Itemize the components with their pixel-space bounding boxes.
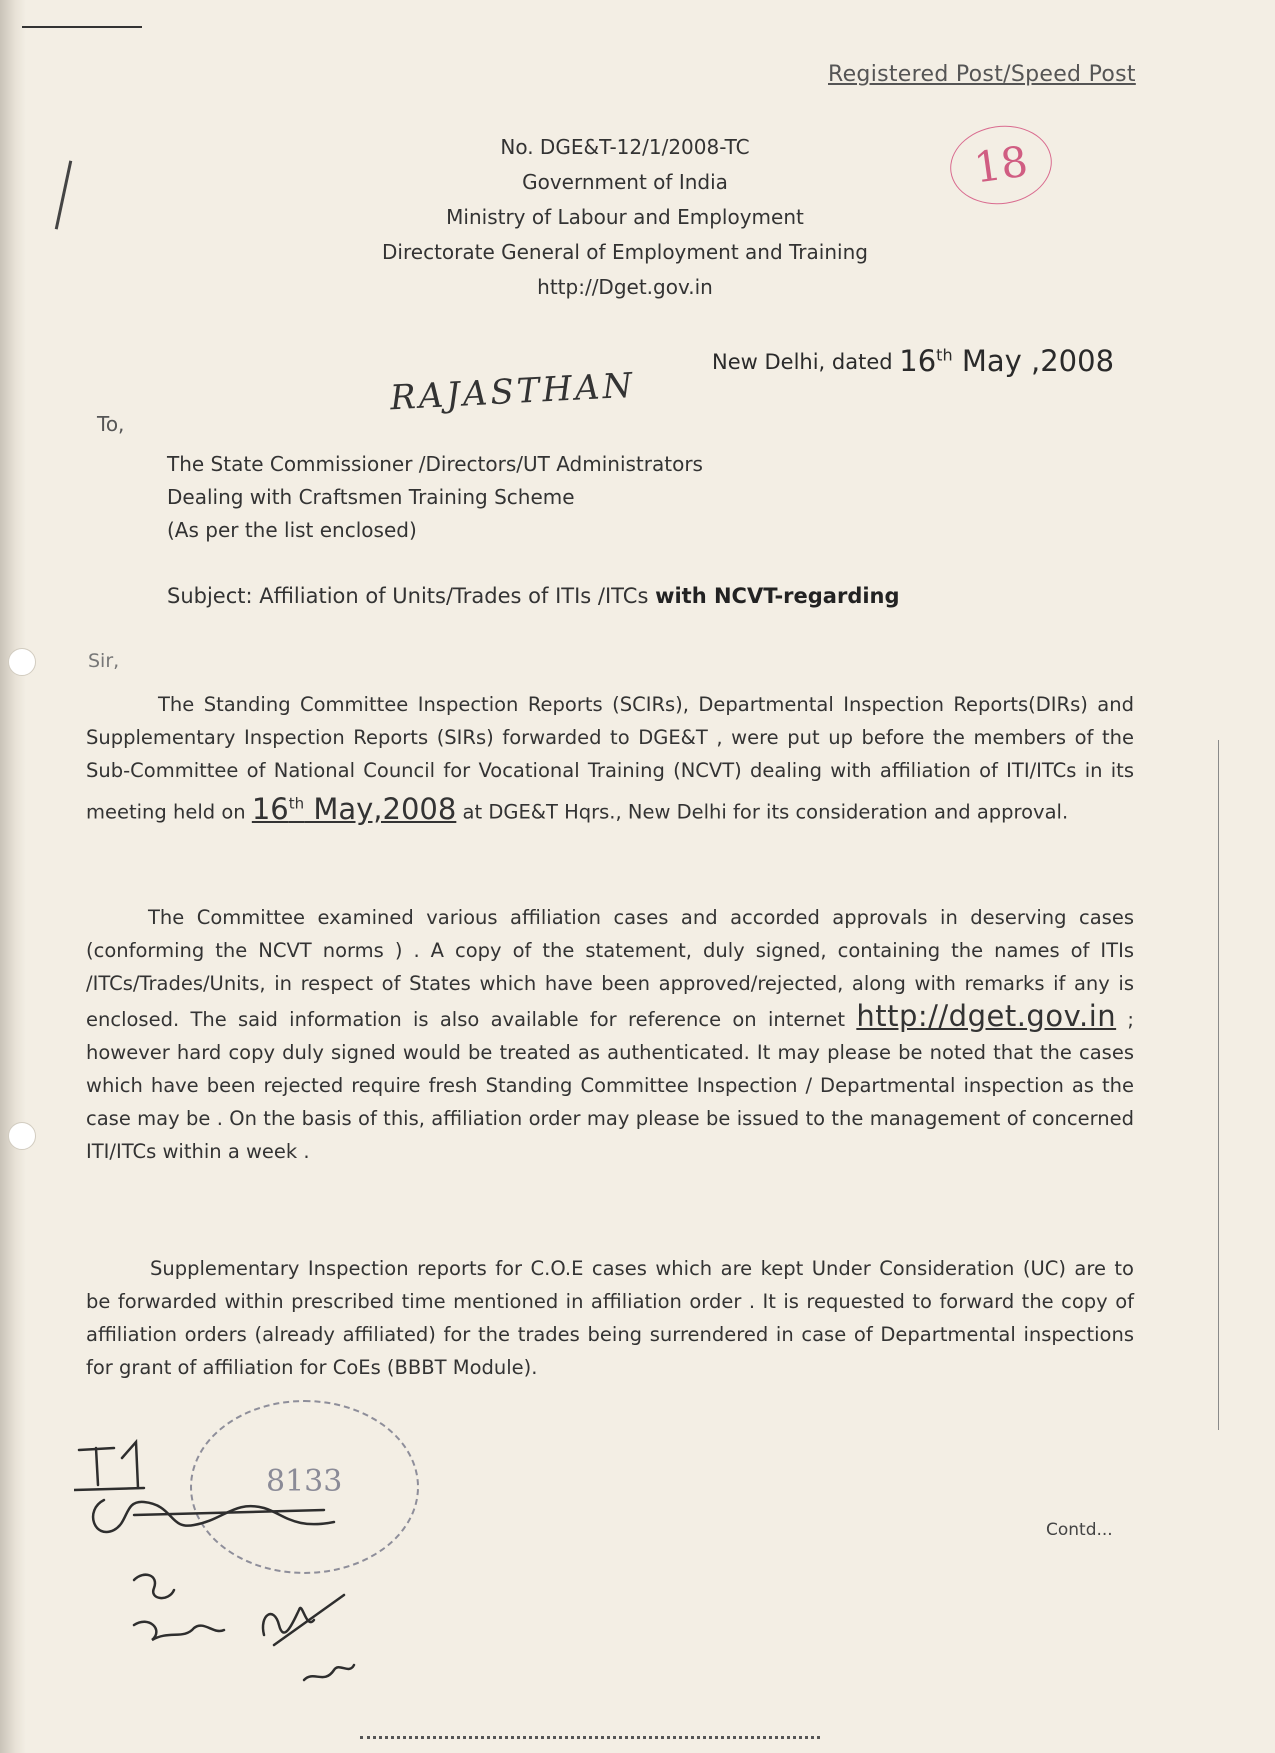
paragraph-2: The Committee examined various affiliation cases and accorded approvals in deserving cases (conforming the NCVT norms ) . A copy of the statement, duly signed, containing the names of ITIs /ITCs/Trades/Units, in respect of States which have been approved/rejected, along with remarks if any is enclosed. The said information is also available for reference on internet http://dget.gov.in ; however hard copy duly signed would be treated as authenticated. It may please be noted that the cases which have been rejected require fresh Standing Committee Inspection / Departmental inspection as the case may be . On the basis of this, affiliation order may please be issued to the management of concerned ITI/ITCs within a week .: [86, 906, 1134, 1163]
dget-website-link[interactable]: http://dget.gov.in: [856, 999, 1117, 1033]
address-line-1: The State Commissioner /Directors/UT Administrators: [167, 452, 703, 476]
to-label: To,: [97, 412, 125, 436]
bottom-dotted-line: [360, 1736, 820, 1743]
directorate-line: Directorate General of Employment and Training: [382, 240, 868, 264]
date-line: [712, 344, 1114, 378]
file-number: No. DGE&T-12/1/2008-TC: [500, 135, 750, 159]
paper-left-edge: [0, 0, 26, 1753]
address-line-3: (As per the list enclosed): [167, 518, 417, 542]
paragraph-3: Supplementary Inspection reports for C.O.E cases which are kept Under Consideration (UC) are to be forwarded within prescribed time mentioned in affiliation order . It is requested to forward the copy of affiliation orders (already affiliated) for the trades being surrendered in case of Departmental inspections for grant of affiliation for CoEs (BBBT Module).: [86, 1257, 1134, 1379]
subject-text-bold: with NCVT-regarding: [655, 584, 900, 608]
subject-label: Subject:: [167, 584, 260, 608]
subject-line: [167, 584, 900, 608]
website-line: http://Dget.gov.in: [537, 275, 713, 299]
pen-mark: [55, 160, 72, 229]
subject-text: Affiliation of Units/Trades of ITIs /ITCs: [259, 584, 656, 608]
paragraph-1: The Standing Committee Inspection Reports (SCIRs), Departmental Inspection Reports(DIRs) and Supplementary Inspection Reports (SIRs) forwarded to DGE&T , were put up before the members of the Sub-Committee of National Council for Vocational Training (NCVT) dealing with affiliation of ITI/ITCs in its meeting held on 16th May,2008 at DGE&T Hqrs., New Delhi for its consideration and approval.: [86, 693, 1134, 826]
registered-post-label: Registered Post/Speed Post: [828, 62, 1136, 87]
date-day: 16th May ,2008: [899, 344, 1115, 378]
government-line: Government of India: [522, 170, 728, 194]
stamp-receipt-number: 8133: [266, 1464, 343, 1499]
top-rule-line: [22, 26, 142, 28]
ministry-line: Ministry of Labour and Employment: [446, 205, 804, 229]
meeting-date: 16th May,2008: [251, 791, 457, 826]
right-margin-line: [1218, 740, 1219, 1430]
date-prefix: New Delhi, dated: [712, 350, 900, 374]
address-line-2: Dealing with Craftsmen Training Scheme: [167, 485, 575, 509]
punch-hole-bottom: [8, 1122, 36, 1150]
punch-hole-top: [8, 648, 36, 676]
letterhead: [300, 130, 950, 305]
signature-scribbles-icon: [74, 1430, 404, 1720]
address-block: [167, 448, 703, 547]
handwritten-state-name: RAJASTHAN: [389, 365, 637, 419]
handwritten-signatures: [74, 1430, 404, 1720]
salutation: Sir,: [88, 650, 120, 672]
page-number-annotation: 18: [945, 119, 1057, 210]
continued-label: Contd...: [1046, 1520, 1113, 1540]
